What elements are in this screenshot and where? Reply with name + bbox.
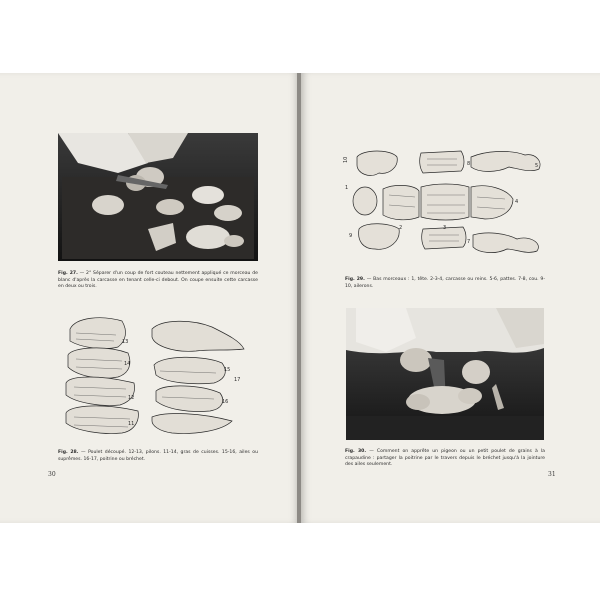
fig29-caption bbox=[345, 277, 545, 290]
left-page bbox=[0, 73, 299, 523]
fig30-caption bbox=[345, 449, 545, 469]
fig27-label: Fig. 27. bbox=[58, 271, 78, 276]
fig28-label: Fig. 28. bbox=[58, 450, 79, 455]
open-book bbox=[0, 73, 600, 523]
fig30-text: — Comment on apprête un pigeon ou un petit poulet de grains à la crapaudine : partager la poitrine par le travers depuis le bréchet jusqu'à la jointure des ailes seulement. bbox=[345, 449, 545, 468]
right-page-number: 31 bbox=[548, 471, 556, 478]
fig28-text: — Poulet découpé. 12-13, pilons. 11-14, gras de cuisses. 15-16, ailes ou suprêmes. 16-17, poitrine ou bréchet. bbox=[58, 450, 259, 462]
fig28-caption bbox=[58, 450, 258, 463]
fig28-num-11: 11 bbox=[128, 421, 135, 427]
fig28-num-13: 13 bbox=[122, 339, 129, 345]
fig27-text: — 2° Séparer d'un coup de fort couteau nettement appliqué ce morceau de blanc d'après la carcasse en tenant celle-ci debout. On coupe ensuite cette carcasse en deux ou trois. bbox=[58, 271, 258, 290]
fig28-num-15: 15 bbox=[224, 367, 231, 373]
left-page-number: 30 bbox=[48, 471, 56, 478]
fig29-num-4: 4 bbox=[515, 199, 519, 205]
fig27-caption bbox=[58, 271, 258, 291]
fig27-photo bbox=[58, 133, 258, 261]
fig28-num-14: 14 bbox=[124, 361, 131, 367]
fig30-photo bbox=[346, 308, 544, 440]
fig29-num-10: 10 bbox=[343, 156, 349, 163]
fig28-illustration bbox=[62, 313, 252, 441]
fig29-num-8: 8 bbox=[467, 161, 471, 167]
fig29-num-7: 7 bbox=[467, 239, 471, 245]
fig28-num-17: 17 bbox=[234, 377, 241, 383]
fig29-text: — Bas morceaux : 1, tête. 2-3-4, carcasse ou reins. 5-6, pattes. 7-8, cou. 9-10, ailerons. bbox=[345, 277, 545, 289]
fig29-num-5: 5 bbox=[535, 163, 539, 169]
right-page bbox=[301, 73, 600, 523]
fig29-label: Fig. 29. bbox=[345, 277, 365, 282]
fig28-num-16: 16 bbox=[222, 399, 229, 405]
fig29-num-2: 2 bbox=[399, 225, 403, 231]
fig29-num-9: 9 bbox=[349, 233, 353, 239]
fig29-num-1: 1 bbox=[345, 185, 349, 191]
fig30-label: Fig. 30. bbox=[345, 449, 367, 454]
fig28-num-12: 12 bbox=[128, 395, 135, 401]
fig29-illustration bbox=[339, 145, 549, 265]
fig29-num-3: 3 bbox=[443, 225, 447, 231]
